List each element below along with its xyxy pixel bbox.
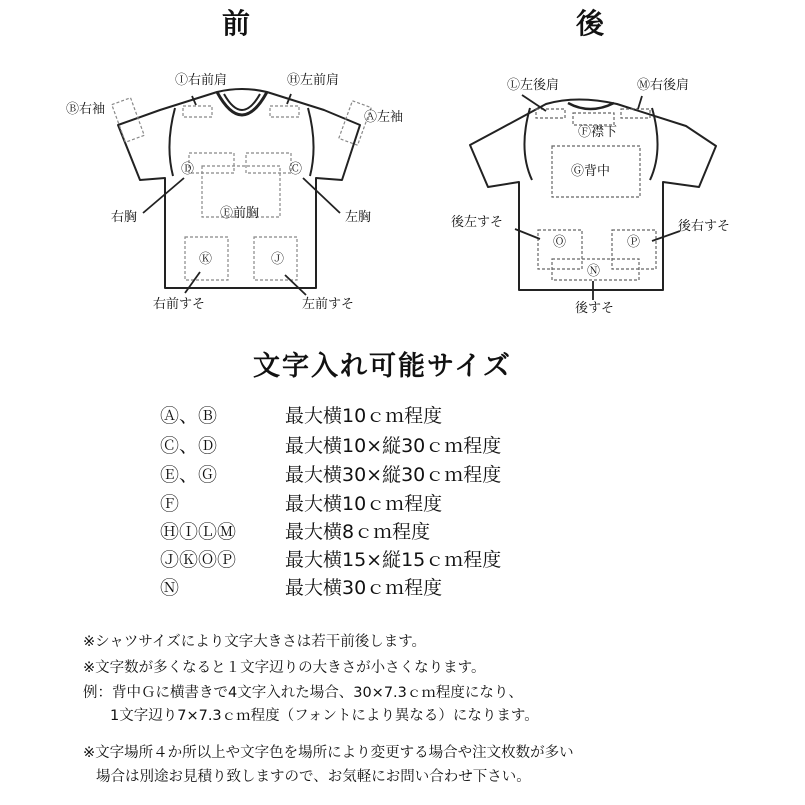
note-example-line1: 例：背中Ｇに横書きで4文字入れた場合、30×7.3ｃｍ程度になり、 [83, 685, 523, 701]
marker-C: Ⓒ [289, 162, 303, 177]
label-M-right-back-shoulder: Ⓜ右後肩 [637, 78, 690, 93]
size-row-desc: 最大横10×縦30ｃｍ程度 [285, 435, 502, 457]
label-right-front-hem: 右前すそ [153, 297, 206, 312]
size-row-keys: Ⓕ [160, 493, 180, 515]
label-H-left-front-shoulder: Ⓗ左前肩 [287, 73, 340, 88]
size-row-keys: Ⓝ [160, 577, 180, 599]
front-shirt [118, 89, 360, 288]
size-row-keys: Ⓐ、Ⓑ [160, 405, 218, 427]
size-row-keys: ⒿⓀⓄⓅ [160, 549, 237, 571]
size-row [160, 495, 442, 514]
size-row [160, 466, 501, 485]
label-B-right-sleeve: Ⓑ右袖 [66, 102, 106, 117]
size-row [160, 523, 430, 542]
front-title: 前 [222, 7, 251, 40]
size-row [160, 437, 501, 456]
size-row-desc: 最大横8ｃｍ程度 [285, 521, 431, 543]
label-L-left-back-shoulder: Ⓛ左後肩 [507, 78, 560, 93]
size-row-keys: Ⓔ、Ⓖ [160, 464, 218, 486]
label-E-front-chest: Ⓔ前胸 [220, 206, 260, 221]
marker-J: Ⓙ [271, 252, 285, 267]
label-A-left-sleeve: Ⓐ左袖 [364, 110, 404, 125]
size-row-desc: 最大横15×縦15ｃｍ程度 [285, 549, 502, 571]
label-back-hem: 後すそ [575, 301, 615, 316]
note-char-count: ※文字数が多くなると１文字辺りの大きさが小さくなります。 [83, 660, 486, 676]
note-estimate-line2: 場合は別途お見積り致しますので、お気軽にお問い合わせ下さい。 [96, 769, 531, 785]
size-row-keys: Ⓒ、Ⓓ [160, 435, 218, 457]
marker-K: Ⓚ [199, 252, 213, 267]
label-left-front-hem: 左前すそ [302, 297, 355, 312]
size-row-desc: 最大横10ｃｍ程度 [285, 493, 443, 515]
note-shirt-size: ※シャツサイズにより文字大きさは若干前後します。 [83, 634, 427, 650]
label-G-back: Ⓖ背中 [571, 164, 611, 179]
label-I-right-front-shoulder: Ⓘ右前肩 [175, 73, 228, 88]
size-row [160, 579, 442, 598]
marker-O: Ⓞ [553, 235, 567, 250]
marker-D: Ⓓ [181, 162, 195, 177]
sizes-title: 文字入れ可能サイズ [253, 351, 512, 382]
back-title: 後 [576, 7, 605, 40]
label-right-chest: 右胸 [111, 210, 138, 225]
size-row-keys: ⒽⒾⓁⓂ [160, 521, 237, 543]
size-row-desc: 最大横30ｃｍ程度 [285, 577, 443, 599]
size-row-desc: 最大横10ｃｍ程度 [285, 405, 443, 427]
label-back-right-hem: 後右すそ [678, 219, 731, 234]
note-estimate-line1: ※文字場所４か所以上や文字色を場所により変更する場合や注文枚数が多い [83, 745, 574, 761]
shirt-diagrams [0, 0, 805, 340]
note-example-line2: 1文字辺り7×7.3ｃｍ程度（フォントにより異なる）になります。 [110, 708, 539, 724]
label-F-below-collar: Ⓕ襟下 [578, 125, 618, 140]
marker-P: Ⓟ [627, 235, 641, 250]
size-row [160, 551, 501, 570]
size-row [160, 407, 442, 426]
marker-N: Ⓝ [587, 264, 601, 279]
size-row-desc: 最大横30×縦30ｃｍ程度 [285, 464, 502, 486]
label-left-chest: 左胸 [345, 210, 372, 225]
label-back-left-hem: 後左すそ [451, 215, 504, 230]
